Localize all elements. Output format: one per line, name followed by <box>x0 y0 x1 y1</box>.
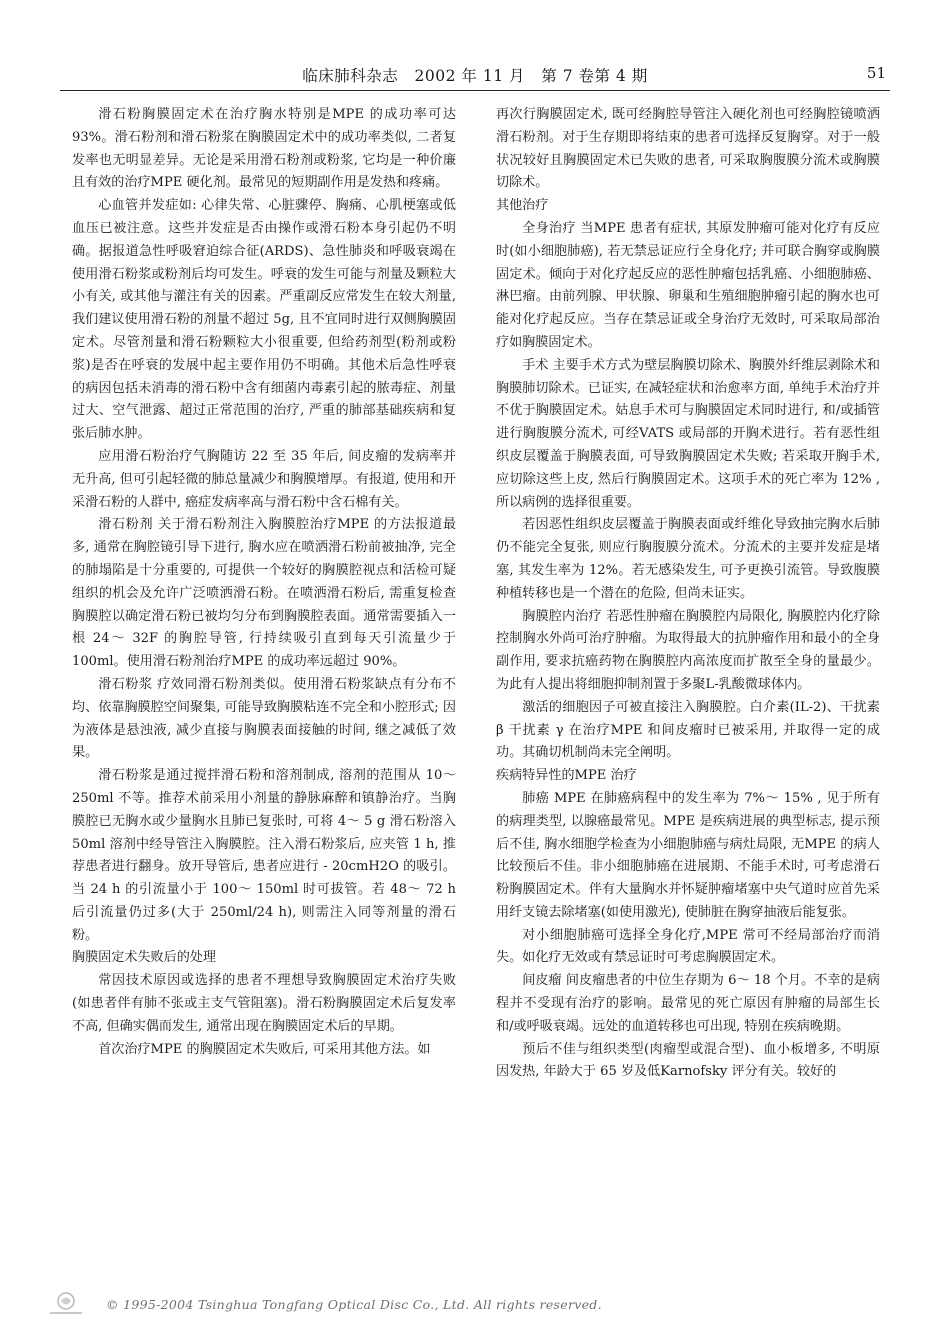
section-heading: 胸膜固定术失败后的处理 <box>72 950 217 966</box>
left-column <box>72 104 456 1061</box>
body-paragraph: 全身治疗 当MPE 患者有症状, 其原发肿瘤可能对化疗有反应时(如小细胞肺癌), 若无禁忌证应行全身化疗; 并可联合胸穿或胸膜固定术。倾向于对化疗起反应的恶性肿瘤包括乳癌、小细胞肺癌、淋巴瘤。由前列腺、甲状腺、卵巢和生殖细胞肿瘤引起的胸水也可能对化疗起反应。当存在禁忌证或全身治疗无效时, 可采取局部治疗如胸膜固定术。 <box>496 220 880 350</box>
body-paragraph: 滑石粉浆是通过搅拌滑石粉和溶剂制成, 溶剂的范围从 10～ 250ml 不等。推荐术前采用小剂量的静脉麻醉和镇静治疗。当胸膜腔已无胸水或少量胸水且肺已复张时, 可将 4～ 5 g 滑石粉溶入 50ml 溶剂中经导管注入胸膜腔。注入滑石粉浆后, 应夹管 1 h, 推荐患者进行翻身。放开导管后, 患者应进行 - 20cmH2O 的吸引。当 24 h 的引流量小于 100～ 150ml 时可拔管。若 48～ 72 h 后引流量仍过多(大于 250ml/24 h), 则需注入同等剂量的滑石粉。 <box>72 768 456 943</box>
body-paragraph: 滑石粉胸膜固定术在治疗胸水特别是MPE 的成功率可达93%。滑石粉剂和滑石粉浆在胸膜固定术中的成功率类似, 二者复发率也无明显差异。无论是采用滑石粉剂或粉浆, 它均是一种价廉且有效的治疗MPE 硬化剂。最常见的短期副作用是发热和疼痛。 <box>72 107 456 191</box>
body-paragraph: 首次治疗MPE 的胸膜固定术失败后, 可采用其他方法。如 <box>98 1041 431 1057</box>
body-paragraph: 手术 主要手术方式为壁层胸膜切除术、胸膜外纤维层剥除术和胸膜肺切除术。已证实, 在减轻症状和治愈率方面, 单纯手术治疗并不优于胸膜固定术。姑息手术可与胸膜固定术同时进行, 和/或插管进行胸腹膜分流术, 可经VATS 或局部的开胸术进行。若有恶性组织皮层覆盖于胸膜表面, 可导致胸膜固定术失败; 若采取开胸手术, 应切除这些上皮, 然后行胸膜固定术。这项手术的死亡率为 12% , 所以病例的选择很重要。 <box>496 357 880 510</box>
copyright-text: © 1995-2004 Tsinghua Tongfang Optical Disc Co., Ltd. All rights reserved. <box>106 1297 602 1312</box>
body-paragraph: 激活的细胞因子可被直接注入胸膜腔。白介素(IL-2)、干扰素 β 干扰素 γ 在治疗MPE 和间皮瘤时已被采用, 并取得一定的成功。其确切机制尚未完全阐明。 <box>496 699 880 761</box>
section-heading: 疾病特异性的MPE 治疗 <box>496 768 637 784</box>
body-paragraph: 若因恶性组织皮层覆盖于胸膜表面或纤维化导致抽完胸水后肺仍不能完全复张, 则应行胸腹膜分流术。分流术的主要并发症是堵塞, 其发生率为 12%。若无感染发生, 可予更换引流管。导致腹膜种植转移也是一个潜在的危险, 但尚未证实。 <box>496 517 880 601</box>
body-paragraph: 应用滑石粉治疗气胸随访 22 至 35 年后, 间皮瘤的发病率并无升高, 但可引起轻微的肺总量减少和胸膜增厚。有报道, 使用和开采滑石粉的人群中, 癌症发病率高与滑石粉中含石棉有关。 <box>72 448 456 510</box>
page-number: 51 <box>866 64 886 82</box>
copyright-footer <box>44 1290 894 1320</box>
section-heading: 其他治疗 <box>496 198 549 214</box>
body-paragraph: 对小细胞肺癌可选择全身化疗,MPE 常可不经局部治疗而消失。如化疗无效或有禁忌证时可考虑胸膜固定术。 <box>496 927 880 966</box>
body-paragraph: 胸膜腔内治疗 若恶性肿瘤在胸膜腔内局限化, 胸膜腔内化疗除控制胸水外尚可治疗肿瘤。为取得最大的抗肿瘤作用和最小的全身副作用, 要求抗癌药物在胸膜腔内高浓度而扩散至全身的量最少。为此有人提出将细胞抑制剂置于多聚L-乳酸微球体内。 <box>496 608 880 692</box>
body-paragraph: 间皮瘤 间皮瘤患者的中位生存期为 6～ 18 个月。不幸的是病程并不受现有治疗的影响。最常见的死亡原因有肿瘤的局部生长和/或呼吸衰竭。远处的血道转移也可出现, 特别在疾病晚期。 <box>496 973 880 1034</box>
body-paragraph: 滑石粉剂 关于滑石粉剂注入胸膜腔治疗MPE 的方法报道最多, 通常在胸腔镜引导下进行, 胸水应在喷洒滑石粉前被抽净, 完全的肺塌陷是十分重要的, 可提供一个较好的胸膜腔视点和活检可疑组织的机会及允许广泛喷洒滑石粉。在喷洒滑石粉后, 需重复检查胸膜腔以确定滑石粉已被均匀分布到胸膜腔表面。通常需要插入一根 24～ 32F 的胸腔导管, 行持续吸引直到每天引流量少于 100ml。使用滑石粉剂治疗MPE 的成功率远超过 90%。 <box>72 517 456 670</box>
body-paragraph: 心血管并发症如: 心律失常、心脏骤停、胸痛、心肌梗塞或低血压已被注意。这些并发症是否由操作或滑石粉本身引起仍不明确。据报道急性呼吸窘迫综合征(ARDS)、急性肺炎和呼吸衰竭在使用滑石粉浆或粉剂后均可发生。呼衰的发生可能与剂量及颗粒大小有关, 或其他与灌注有关的因素。严重副反应常发生在较大剂量, 我们建议使用滑石粉的剂量不超过 5g, 且不宜同时进行双侧胸膜固定术。尽管剂量和滑石粉颗粒大小很重要, 但给药剂型(粉剂或粉浆)是否在呼衰的发展中起主要作用仍不明确。其他术后急性呼衰的病因包括未消毒的滑石粉中含有细菌内毒素引起的脓毒症、剂量过大、空气泄露、超过正常范围的治疗, 严重的肺部基础疾病和复张后肺水肿。 <box>72 198 456 442</box>
body-paragraph: 肺癌 MPE 在肺癌病程中的发生率为 7%～ 15% , 见于所有的病理类型, 以腺癌最常见。MPE 是疾病进展的典型标志, 提示预后不佳, 胸水细胞学检查为小细胞肺癌与病灶局限, 无MPE 的病人比较预后不佳。非小细胞肺癌在进展期、不能手术时, 可考虑滑石粉胸膜固定术。伴有大量胸水并怀疑肿瘤堵塞中央气道时应首先采用纤支镜去除堵塞(如使用激光), 使肺脏在胸穿抽液后能复张。 <box>496 790 880 920</box>
journal-issue-title: 临床肺科杂志 2002 年 11 月 第 7 卷第 4 期 <box>302 67 648 85</box>
body-paragraph: 常因技术原因或选择的患者不理想导致胸膜固定术治疗失败(如患者伴有肺不张或主支气管阻塞)。滑石粉胸膜固定术后复发率不高, 但确实偶而发生, 通常出现在胸膜固定术后的早期。 <box>72 973 456 1034</box>
body-paragraph: 滑石粉浆 疗效同滑石粉剂类似。使用滑石粉浆缺点有分布不均、依靠胸膜腔空间聚集, 可能导致胸膜粘连不完全和小腔形式; 因为液体是悬浊液, 减少直接与胸膜表面接触的时间, 继之减低了效果。 <box>72 676 456 761</box>
running-header <box>60 64 890 91</box>
body-paragraph: 预后不佳与组织类型(肉瘤型或混合型)、血小板增多, 不明原因发热, 年龄大于 65 岁及低Karnofsky 评分有关。较好的 <box>496 1041 880 1080</box>
right-column <box>496 104 880 1084</box>
cnki-logo-icon <box>44 1290 88 1318</box>
continued-paragraph: 再次行胸膜固定术, 既可经胸腔导管注入硬化剂也可经胸腔镜喷洒滑石粉剂。对于生存期即将结束的患者可选择反复胸穿。对于一般状况较好且胸膜固定术已失败的患者, 可采取胸腹膜分流术或胸膜切除术。 <box>496 107 880 191</box>
